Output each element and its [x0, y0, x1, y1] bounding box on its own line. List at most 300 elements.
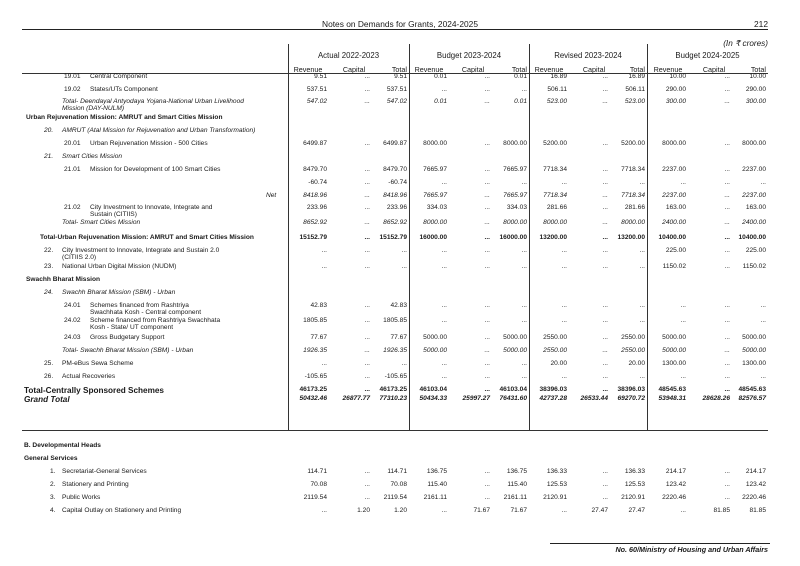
value-cell: ... [680, 302, 686, 309]
value-cell: 42.83 [310, 302, 327, 309]
value-cell: 46103.04 [499, 386, 527, 393]
value-cell: 2550.00 [621, 347, 645, 354]
value-cell: ... [364, 73, 370, 80]
value-cell: 1150.02 [742, 263, 766, 270]
value-cell: ... [602, 302, 608, 309]
value-cell: 70.08 [310, 481, 327, 488]
value-cell: ... [561, 263, 567, 270]
value-cell: ... [441, 179, 447, 186]
row-number: 2. [50, 481, 56, 488]
row-label: Net [266, 192, 277, 199]
value-cell: 7665.97 [423, 166, 447, 173]
value-cell: 136.33 [546, 468, 567, 475]
row-number: 19.01 [64, 73, 81, 80]
value-cell: 7718.34 [543, 192, 567, 199]
value-cell: 71.67 [473, 507, 490, 514]
row-label: Stationery and Printing [62, 481, 129, 488]
col-revenue: Revenue [534, 65, 564, 74]
value-cell: ... [561, 317, 567, 324]
value-cell: ... [521, 247, 527, 254]
value-cell: 125.53 [624, 481, 645, 488]
value-cell: 6499.87 [383, 140, 407, 147]
value-cell: ... [484, 468, 490, 475]
value-cell: 8000.00 [662, 140, 686, 147]
value-cell: 77.67 [390, 334, 407, 341]
value-cell: 233.96 [306, 204, 327, 211]
value-cell: ... [602, 468, 608, 475]
value-cell: ... [401, 263, 407, 270]
value-cell: ... [724, 468, 730, 475]
row-number: 26. [44, 373, 54, 380]
value-cell: ... [484, 334, 490, 341]
row-number: 23. [44, 263, 54, 270]
row-label-continued: Sustain (CITIIS) [90, 211, 137, 218]
value-cell: 76431.60 [499, 395, 527, 402]
value-cell: ... [364, 334, 370, 341]
value-cell: ... [602, 494, 608, 501]
value-cell: 334.03 [506, 204, 527, 211]
value-cell: 2119.54 [303, 494, 327, 501]
row-label: Public Works [62, 494, 101, 501]
value-cell: 5000.00 [742, 334, 766, 341]
value-cell: ... [602, 234, 608, 241]
value-cell: 48545.63 [738, 386, 766, 393]
value-cell: 334.03 [426, 204, 447, 211]
value-cell: 537.51 [306, 86, 327, 93]
value-cell: ... [484, 86, 490, 93]
row-number: 24.03 [64, 334, 81, 341]
value-cell: 5200.00 [621, 140, 645, 147]
value-cell: 214.17 [665, 468, 686, 475]
value-cell: 70.08 [390, 481, 407, 488]
value-cell: 2161.11 [503, 494, 527, 501]
row-label-continued: Mission (DAY-NULM) [62, 105, 125, 112]
value-cell: 2550.00 [543, 334, 567, 341]
value-cell: 7665.97 [423, 192, 447, 199]
value-cell: ... [484, 360, 490, 367]
value-cell: 16000.00 [419, 234, 447, 241]
value-cell: ... [364, 140, 370, 147]
column-divider [288, 44, 289, 430]
value-cell: ... [561, 302, 567, 309]
value-cell: 15152.79 [299, 234, 327, 241]
value-cell: ... [441, 317, 447, 324]
value-cell: 1926.35 [303, 347, 327, 354]
value-cell: 136.75 [506, 468, 527, 475]
value-cell: ... [680, 507, 686, 514]
value-cell: ... [441, 302, 447, 309]
row-number: 1. [50, 468, 56, 475]
value-cell: 1300.00 [742, 360, 766, 367]
value-cell: ... [561, 179, 567, 186]
value-cell: ... [484, 166, 490, 173]
header-rule [22, 29, 768, 30]
value-cell: 114.71 [387, 468, 407, 475]
value-cell: ... [484, 302, 490, 309]
value-cell: 16.89 [550, 73, 567, 80]
value-cell: ... [484, 247, 490, 254]
value-cell: 46173.25 [379, 386, 407, 393]
col-revenue: Revenue [414, 65, 444, 74]
value-cell: 300.00 [665, 98, 686, 105]
value-cell: ... [484, 317, 490, 324]
value-cell: 10.00 [749, 73, 766, 80]
row-label: Urban Rejuvenation Mission: AMRUT and Smart Cities Mission [26, 114, 223, 121]
value-cell: 42737.28 [539, 395, 567, 402]
value-cell: ... [441, 373, 447, 380]
value-cell: ... [724, 481, 730, 488]
value-cell: 2400.00 [662, 219, 686, 226]
value-cell: ... [484, 204, 490, 211]
value-cell: 77.67 [310, 334, 327, 341]
value-cell: 1300.00 [662, 360, 686, 367]
row-label: Mission for Development of 100 Smart Cities [90, 166, 221, 173]
value-cell: ... [321, 360, 327, 367]
value-cell: 8000.00 [423, 140, 447, 147]
value-cell: 7718.34 [621, 192, 645, 199]
value-cell: 20.00 [628, 360, 645, 367]
value-cell: 1805.85 [303, 317, 327, 324]
value-cell: 506.11 [547, 86, 567, 93]
value-cell: ... [680, 179, 686, 186]
row-label: Total-Urban Rejuvenation Mission: AMRUT and Smart Cities Mission [40, 234, 254, 241]
row-label: Smart Cities Mission [62, 153, 123, 160]
value-cell: 10400.00 [738, 234, 766, 241]
value-cell: 1150.02 [662, 263, 686, 270]
value-cell: ... [561, 373, 567, 380]
value-cell: ... [724, 166, 730, 173]
value-cell: 547.02 [306, 98, 327, 105]
row-number: 20. [44, 127, 54, 134]
col-group-actual-2022-2023: Actual 2022-2023 [317, 51, 380, 60]
row-label: States/UTs Component [90, 86, 158, 93]
value-cell: 290.00 [745, 86, 766, 93]
value-cell: ... [561, 247, 567, 254]
col-revenue: Revenue [293, 65, 323, 74]
value-cell: 26533.44 [580, 395, 608, 402]
col-capital: Capital [461, 65, 485, 74]
value-cell: 506.11 [625, 86, 645, 93]
value-cell: ... [521, 360, 527, 367]
value-cell: 8418.96 [383, 192, 407, 199]
value-cell: 20.00 [550, 360, 567, 367]
value-cell: 2550.00 [543, 347, 567, 354]
row-label: Gross Budgetary Support [90, 334, 165, 341]
value-cell: 5000.00 [503, 347, 527, 354]
value-cell: 69270.72 [617, 395, 645, 402]
value-cell: 77310.23 [379, 395, 407, 402]
value-cell: 27.47 [591, 507, 608, 514]
table-end-rule [22, 430, 768, 431]
value-cell: 8652.92 [303, 219, 327, 226]
value-cell: 233.96 [386, 204, 407, 211]
value-cell: ... [724, 234, 730, 241]
value-cell: 2220.46 [662, 494, 686, 501]
value-cell: 0.01 [434, 73, 447, 80]
value-cell: 71.67 [510, 507, 527, 514]
value-cell: ... [364, 179, 370, 186]
value-cell: 0.01 [514, 98, 527, 105]
value-cell: ... [364, 204, 370, 211]
value-cell: 5000.00 [662, 347, 686, 354]
value-cell: 225.00 [665, 247, 686, 254]
value-cell: 2220.46 [742, 494, 766, 501]
row-number: 4. [50, 507, 56, 514]
row-number: 24.01 [64, 302, 81, 309]
row-label-continued: Swachhata Kosh - Central component [90, 309, 202, 316]
value-cell: 1805.85 [383, 317, 407, 324]
value-cell: ... [521, 302, 527, 309]
row-number: 3. [50, 494, 56, 501]
value-cell: ... [602, 219, 608, 226]
value-cell: 115.40 [427, 481, 447, 488]
value-cell: ... [680, 317, 686, 324]
value-cell: -60.74 [388, 179, 407, 186]
value-cell: ... [724, 317, 730, 324]
col-total: Total [629, 65, 645, 74]
value-cell: ... [602, 98, 608, 105]
value-cell: ... [484, 347, 490, 354]
value-cell: ... [760, 179, 766, 186]
value-cell: ... [602, 263, 608, 270]
value-cell: ... [602, 140, 608, 147]
row-label: Swachh Bharat Mission (SBM) - Urban [62, 289, 176, 296]
value-cell: ... [484, 494, 490, 501]
value-cell: 300.00 [745, 98, 766, 105]
value-cell: 7718.34 [543, 166, 567, 173]
value-cell: ... [441, 360, 447, 367]
value-cell: 15152.79 [379, 234, 407, 241]
value-cell: 10400.00 [658, 234, 686, 241]
column-divider [529, 44, 530, 430]
value-cell: ... [724, 247, 730, 254]
col-revenue: Revenue [653, 65, 683, 74]
value-cell: 225.00 [745, 247, 766, 254]
value-cell: 136.75 [426, 468, 447, 475]
row-label: City Investment to Innovate, Integrate and Sustain 2.0 [62, 247, 220, 254]
value-cell: 5000.00 [742, 347, 766, 354]
value-cell: 46103.04 [419, 386, 447, 393]
footer-ministry: No. 60/Ministry of Housing and Urban Affairs [615, 545, 768, 554]
value-cell: ... [364, 263, 370, 270]
value-cell: 7665.97 [503, 166, 527, 173]
value-cell: ... [364, 86, 370, 93]
value-cell: 2237.00 [662, 166, 686, 173]
value-cell: 38396.03 [539, 386, 567, 393]
value-cell: 2120.91 [621, 494, 645, 501]
value-cell: 7665.97 [503, 192, 527, 199]
value-cell: ... [364, 234, 370, 241]
row-label: Swachh Bharat Mission [26, 276, 101, 283]
value-cell: 8000.00 [621, 219, 645, 226]
value-cell: 81.85 [749, 507, 766, 514]
value-cell: ... [441, 507, 447, 514]
value-cell: ... [364, 302, 370, 309]
value-cell: ... [484, 179, 490, 186]
row-number: 22. [44, 247, 54, 254]
value-cell: 125.53 [546, 481, 567, 488]
value-cell: ... [321, 247, 327, 254]
value-cell: ... [639, 263, 645, 270]
value-cell: 13200.00 [539, 234, 567, 241]
value-cell: ... [602, 481, 608, 488]
value-cell: 136.33 [624, 468, 645, 475]
row-label: Actual Recoveries [62, 373, 116, 380]
footer-rule [550, 543, 770, 544]
row-number: 25. [44, 360, 54, 367]
value-cell: ... [602, 73, 608, 80]
row-number: 24. [44, 289, 54, 296]
value-cell: ... [724, 219, 730, 226]
value-cell: ... [724, 373, 730, 380]
value-cell: ... [602, 192, 608, 199]
col-total: Total [750, 65, 766, 74]
value-cell: 114.71 [307, 468, 327, 475]
value-cell: 5200.00 [543, 140, 567, 147]
value-cell: ... [724, 263, 730, 270]
value-cell: 50432.46 [299, 395, 327, 402]
value-cell: ... [602, 247, 608, 254]
value-cell: 5000.00 [423, 334, 447, 341]
row-label-continued: (CITIIS 2.0) [62, 254, 97, 261]
value-cell: ... [521, 86, 527, 93]
value-cell: ... [724, 140, 730, 147]
value-cell: ... [484, 263, 490, 270]
value-cell: 8000.00 [543, 219, 567, 226]
value-cell: 2237.00 [662, 192, 686, 199]
value-cell: 42.83 [390, 302, 407, 309]
col-group-budget-2024-2025: Budget 2024-2025 [675, 51, 740, 60]
value-cell: 1.20 [357, 507, 370, 514]
value-cell: ... [441, 86, 447, 93]
value-cell: ... [364, 192, 370, 199]
value-cell: 214.17 [745, 468, 766, 475]
value-cell: ... [602, 166, 608, 173]
value-cell: ... [724, 347, 730, 354]
value-cell: 26877.77 [342, 395, 370, 402]
value-cell: ... [364, 98, 370, 105]
value-cell: 13200.00 [617, 234, 645, 241]
value-cell: 2120.91 [543, 494, 567, 501]
value-cell: 5000.00 [503, 334, 527, 341]
value-cell: ... [724, 204, 730, 211]
value-cell: 523.00 [546, 98, 567, 105]
value-cell: ... [484, 386, 490, 393]
value-cell: 38396.03 [617, 386, 645, 393]
value-cell: ... [724, 494, 730, 501]
value-cell: ... [364, 494, 370, 501]
value-cell: 2237.00 [742, 192, 766, 199]
row-label: PM-eBus Sewa Scheme [62, 360, 134, 367]
row-label: Total-Centrally Sponsored Schemes [24, 386, 164, 395]
col-group-revised-2023-2024: Revised 2023-2024 [554, 51, 622, 60]
value-cell: 9.51 [314, 73, 327, 80]
row-number: 19.02 [64, 86, 81, 93]
value-cell: ... [364, 468, 370, 475]
row-label: Central Component [90, 73, 148, 80]
value-cell: 0.01 [434, 98, 447, 105]
value-cell: ... [724, 98, 730, 105]
value-cell: 53948.31 [658, 395, 686, 402]
value-cell: ... [521, 263, 527, 270]
value-cell: 82576.57 [738, 395, 766, 402]
row-label: National Urban Digital Mission (NUDM) [62, 263, 177, 270]
value-cell: ... [639, 373, 645, 380]
value-cell: ... [521, 179, 527, 186]
value-cell: -105.65 [304, 373, 327, 380]
value-cell: 5000.00 [662, 334, 686, 341]
value-cell: 8000.00 [503, 219, 527, 226]
value-cell: 7718.34 [621, 166, 645, 173]
value-cell: 25997.27 [462, 395, 490, 402]
value-cell: ... [484, 192, 490, 199]
value-cell: ... [521, 373, 527, 380]
value-cell: 16.89 [628, 73, 645, 80]
value-cell: ... [724, 86, 730, 93]
value-cell: 28628.26 [702, 395, 730, 402]
value-cell: ... [724, 179, 730, 186]
value-cell: ... [364, 373, 370, 380]
col-group-budget-2023-2024: Budget 2023-2024 [436, 51, 502, 60]
value-cell: ... [484, 234, 490, 241]
value-cell: ... [602, 386, 608, 393]
value-cell: 16000.00 [499, 234, 527, 241]
row-label: Capital Outlay on Stationery and Printing [62, 507, 182, 514]
row-label: B. Developmental Heads [24, 442, 101, 449]
value-cell: 0.01 [514, 73, 527, 80]
value-cell: ... [724, 386, 730, 393]
value-cell: ... [639, 247, 645, 254]
value-cell: ... [639, 302, 645, 309]
value-cell: 50434.33 [419, 395, 447, 402]
row-label: Grand Total [24, 395, 70, 404]
value-cell: ... [364, 347, 370, 354]
column-divider [409, 44, 410, 430]
value-cell: ... [760, 302, 766, 309]
value-cell: ... [680, 373, 686, 380]
value-cell: 5000.00 [423, 347, 447, 354]
value-cell: ... [760, 373, 766, 380]
value-cell: ... [602, 373, 608, 380]
row-label: Scheme financed from Rashtriya Swachhata [90, 317, 221, 324]
value-cell: 48545.63 [658, 386, 686, 393]
row-label: City Investment to Innovate, Integrate and [90, 204, 213, 211]
value-cell: -105.65 [384, 373, 407, 380]
page-number: 212 [754, 19, 768, 29]
value-cell: 27.47 [628, 507, 645, 514]
value-cell: ... [321, 507, 327, 514]
value-cell: ... [602, 204, 608, 211]
row-label: Secretariat-General Services [62, 468, 147, 475]
value-cell: 281.66 [546, 204, 567, 211]
value-cell: ... [724, 192, 730, 199]
row-number: 21.01 [64, 166, 81, 173]
value-cell: 6499.87 [303, 140, 327, 147]
value-cell: ... [639, 317, 645, 324]
col-total: Total [391, 65, 407, 74]
value-cell: ... [521, 317, 527, 324]
value-cell: ... [364, 317, 370, 324]
value-cell: 8418.96 [303, 192, 327, 199]
value-cell: 2237.00 [742, 166, 766, 173]
value-cell: ... [760, 317, 766, 324]
value-cell: 523.00 [624, 98, 645, 105]
value-cell: 123.42 [665, 481, 686, 488]
value-cell: ... [441, 247, 447, 254]
col-capital: Capital [702, 65, 726, 74]
value-cell: ... [484, 98, 490, 105]
value-cell: ... [602, 317, 608, 324]
